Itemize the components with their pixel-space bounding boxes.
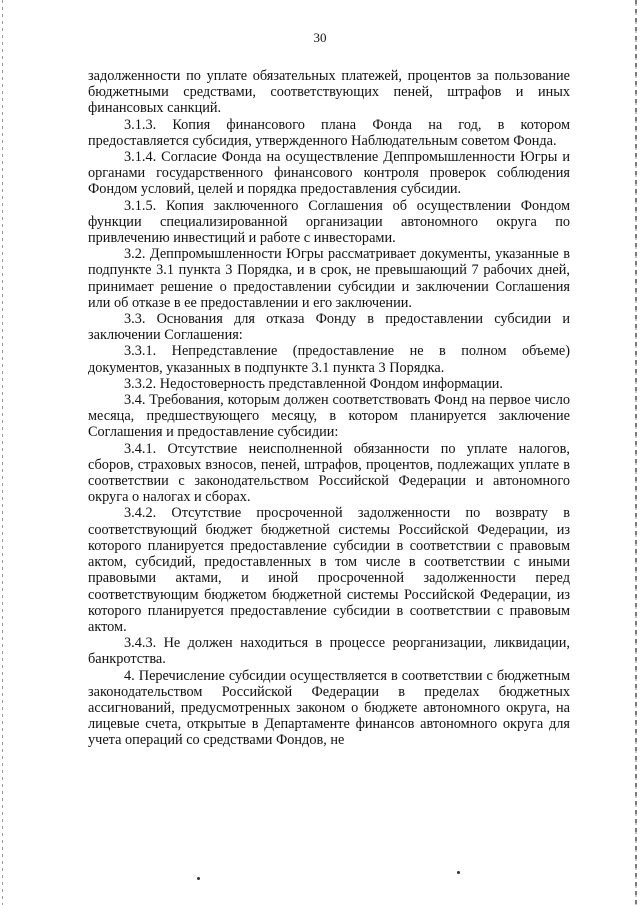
- paragraph-3-3-1: 3.3.1. Непредставление (предоставление не в полном объеме) документов, указанных в подпункте 3.1 пункта 3 Порядка.: [88, 343, 570, 376]
- paragraph-3-4-2: 3.4.2. Отсутствие просроченной задолженности по возврату в соответствующий бюджет бюджетной системы Российской Федерации, из которого планируется предоставление субсидии в соответствии с правовым актом, субсидий, предоставленных в том числе в соответствии с иными правовыми актами, и иной просроченной задолженности перед соответствующим бюджетом бюджетной системы Российской Федерации, из которого планируется предоставление субсидии в соответствии с правовым актом.: [88, 505, 570, 635]
- document-body: [88, 68, 570, 749]
- paragraph-3-3: 3.3. Основания для отказа Фонду в предоставлении субсидии и заключении Соглашения:: [88, 311, 570, 344]
- paragraph-3-3-2: 3.3.2. Недостоверность представленной Фондом информации.: [124, 375, 503, 392]
- scan-speck: [197, 877, 200, 880]
- paragraph-3-1-5: 3.1.5. Копия заключенного Соглашения об осуществлении Фондом функции специализированной организации автономного округа по привлечению инвестиций и работе с инвесторами.: [88, 197, 570, 247]
- scan-left-edge: [2, 0, 3, 905]
- paragraph-3-1-4: 3.1.4. Согласие Фонда на осуществление Деппромышленности Югры и органами государственного финансового контроля проверок соблюдения Фондом условий, целей и порядка предоставления субсидии.: [88, 149, 570, 198]
- page-number: 30: [313, 30, 327, 45]
- paragraph-3-1-3: 3.1.3. Копия финансового плана Фонда на год, в котором предоставляется субсидия, утвержденного Наблюдательным советом Фонда.: [88, 116, 570, 149]
- paragraph-3-2: 3.2. Деппромышленности Югры рассматривает документы, указанные в подпункте 3.1 пункта 3 Порядка, и в срок, не превышающий 7 рабочих дней, принимает решение о предоставлении субсидии и заключении Соглашения или об отказе в ее предоставлении и его заключении.: [88, 246, 570, 311]
- paragraph-continuation: задолженности по уплате обязательных платежей, процентов за пользование бюджетными средствами, соответствующих пеней, штрафов и иных финансовых санкций.: [88, 68, 570, 117]
- paragraph-3-4: 3.4. Требования, которым должен соответствовать Фонд на первое число месяца, предшествующего месяцу, в котором планируется заключение Соглашения и предоставление субсидии:: [88, 392, 570, 441]
- paragraph-3-4-1: 3.4.1. Отсутствие неисполненной обязанности по уплате налогов, сборов, страховых взносов, пеней, штрафов, процентов, подлежащих уплате в соответствии с законодательством Российской Федерации и автономного округа о налогах и сборах.: [88, 440, 570, 506]
- paragraph-3-4-3: 3.4.3. Не должен находиться в процессе реорганизации, ликвидации, банкротства.: [88, 635, 570, 668]
- scan-right-edge: [635, 0, 637, 905]
- paragraph-4: 4. Перечисление субсидии осуществляется в соответствии с бюджетным законодательством Российской Федерации в пределах бюджетных ассигнований, предусмотренных законом о бюджете автономного округа, на лицевые счета, открытые в Департаменте финансов автономного округа для учета операций со средствами Фондов, не: [88, 667, 570, 749]
- scan-speck: [457, 871, 460, 874]
